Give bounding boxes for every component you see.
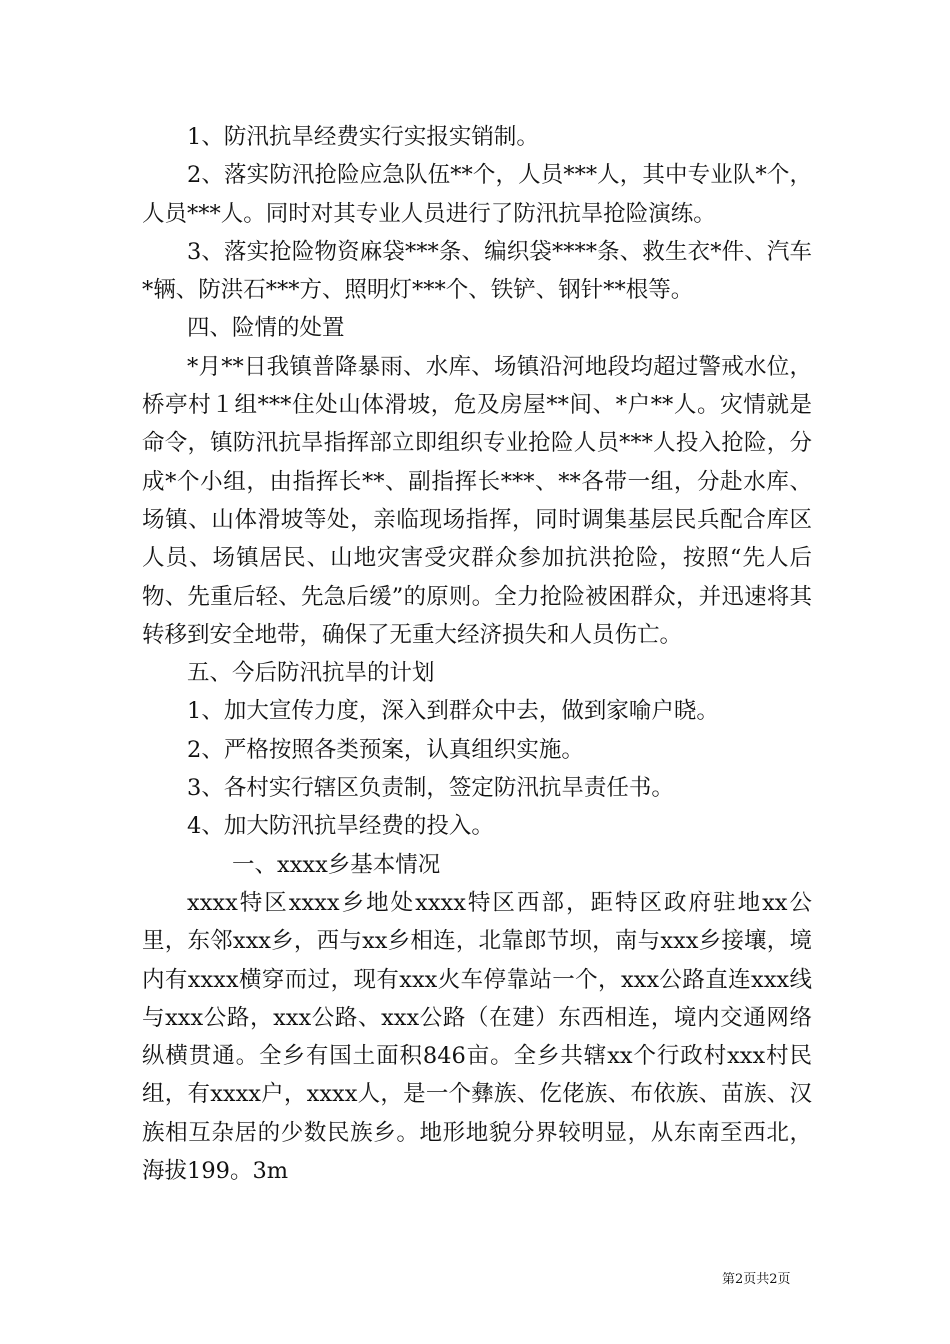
paragraph-plan-2: 2、严格按照各类预案，认真组织实施。 xyxy=(187,736,584,763)
document-body xyxy=(142,118,812,1190)
paragraph-township-overview: xxxx特区xxxx乡地处xxxx特区西部，距特区政府驻地xx公里，东邻xxx乡，西与xx乡相连，北靠郎节坝，南与xxx乡接壤，境内有xxxx横穿而过，现有xxx火车停靠站一个，xxx公路直连xxx线与xxx公路，xxx公路、xxx公路（在建）东西相连，境内交通网络纵横贯通。全乡有国土面积846亩。全乡共辖xx个行政村xxx村民组，有xxxx户，xxxx人，是一个彝族、仡佬族、布依族、苗族、汉族相互杂居的少数民族乡。地形地貌分界较明显，从东南至西北，海拔199。3m xyxy=(142,889,812,1185)
section-heading-incident-handling: 四、险情的处置 xyxy=(187,315,345,342)
section-heading-township-overview: 一、xxxx乡基本情况 xyxy=(232,851,441,878)
paragraph-plan-1: 1、加大宣传力度，深入到群众中去，做到家喻户晓。 xyxy=(187,698,719,725)
paragraph-incident-account: *月**日我镇普降暴雨、水库、场镇沿河地段均超过警戒水位，桥亭村１组***住处山体滑坡，危及房屋**间、*户**人。灾情就是命令，镇防汛抗旱指挥部立即组织专业抢险人员***人投入抢险，分成*个小组，由指挥长**、副指挥长***、**各带一组，分赴水库、场镇、山体滑坡等处，亲临现场指挥，同时调集基层民兵配合库区人员、场镇居民、山地灾害受灾群众参加抗洪抢险，按照“先人后物、先重后轻、先急后缓”的原则。全力抢险被困群众，并迅速将其转移到安全地带，确保了无重大经济损失和人员伤亡。 xyxy=(142,353,812,648)
paragraph-plan-3: 3、各村实行辖区负责制，签定防汛抗旱责任书。 xyxy=(187,775,674,802)
section-heading-future-plans: 五、今后防汛抗旱的计划 xyxy=(187,660,435,687)
paragraph-rescue-materials: 3、落实抢险物资麻袋***条、编织袋****条、救生衣*件、汽车*辆、防洪石***方、照明灯***个、铁铲、钢针**根等。 xyxy=(142,238,812,304)
paragraph-plan-4: 4、加大防汛抗旱经费的投入。 xyxy=(187,813,494,840)
paragraph-funding-reimbursement: 1、防汛抗旱经费实行实报实销制。 xyxy=(187,124,539,150)
page-number-footer: 第2页共2页 xyxy=(722,1272,791,1287)
paragraph-emergency-teams: 2、落实防汛抢险应急队伍**个，人员***人，其中专业队*个，人员***人。同时对其专业人员进行了防汛抗旱抢险演练。 xyxy=(142,162,812,227)
